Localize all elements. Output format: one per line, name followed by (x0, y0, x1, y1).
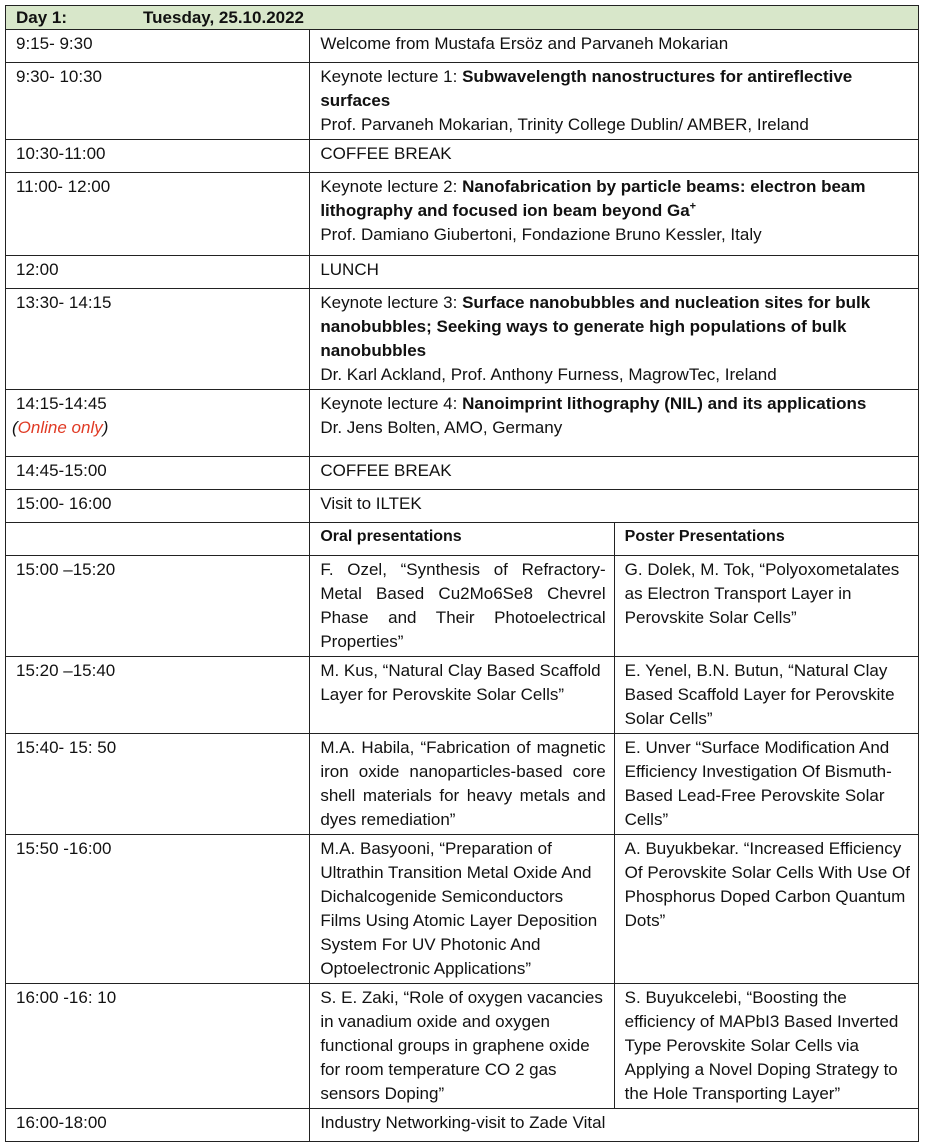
time-cell: 16:00-18:00 (6, 1109, 310, 1142)
schedule-row (6, 63, 919, 140)
session-speaker: Dr. Karl Ackland, Prof. Anthony Furness, MagrowTec, Ireland (320, 365, 777, 384)
session-title-superscript: + (689, 200, 697, 213)
day-header-row (6, 6, 919, 30)
session-prefix: Keynote lecture 2: (320, 177, 463, 196)
time-cell: 15:00- 16:00 (6, 490, 310, 523)
session-speaker: Prof. Damiano Giubertoni, Fondazione Bruno Kessler, Italy (320, 225, 762, 244)
time-cell: 15:00 –15:20 (6, 556, 310, 657)
poster-presentation: E. Yenel, B.N. Butun, “Natural Clay Based Scaffold Layer for Perovskite Solar Cells” (614, 657, 918, 734)
session-cell: Welcome from Mustafa Ersöz and Parvaneh Mokarian (310, 30, 919, 63)
schedule-row (6, 140, 919, 173)
schedule-row (6, 1109, 919, 1142)
online-only-note (12, 416, 301, 440)
online-only-label: Online only (17, 418, 103, 437)
schedule-row (6, 390, 919, 457)
oral-header: Oral presentations (310, 523, 614, 556)
oral-presentation: S. E. Zaki, “Role of oxygen vacancies in vanadium oxide and oxygen functional groups in graphene oxide for room temperature CO 2 gas sensors Doping” (310, 984, 614, 1109)
schedule-table (5, 5, 919, 1142)
time-cell: 11:00- 12:00 (6, 173, 310, 256)
session-title: Nanoimprint lithography (NIL) and its applications (462, 394, 867, 413)
session-title: Surface nanobubbles and nucleation sites for bulk nanobubbles; Seeking ways to generate high populations of bulk nanobubbles (320, 293, 871, 360)
session-cell: COFFEE BREAK (310, 457, 919, 490)
presentation-row (6, 556, 919, 657)
day-label: Day 1: (16, 8, 68, 27)
time-label: 14:15-14:45 (16, 394, 107, 413)
time-cell: 15:40- 15: 50 (6, 734, 310, 835)
note-open-paren: ( (12, 418, 18, 437)
schedule-row (6, 289, 919, 390)
time-cell (6, 390, 310, 457)
session-cell (310, 63, 919, 140)
presentation-row (6, 984, 919, 1109)
time-cell: 9:30- 10:30 (6, 63, 310, 140)
presentations-header-row (6, 523, 919, 556)
oral-presentation: M.A. Habila, “Fabrication of magnetic iron oxide nanoparticles-based core shell materials for heavy metals and dyes remediation” (310, 734, 614, 835)
time-cell: 9:15- 9:30 (6, 30, 310, 63)
session-speaker: Dr. Jens Bolten, AMO, Germany (320, 418, 563, 437)
session-prefix: Keynote lecture 3: (320, 293, 463, 312)
session-cell (310, 173, 919, 256)
session-prefix: Keynote lecture 1: (320, 67, 463, 86)
schedule-row (6, 30, 919, 63)
schedule-row (6, 173, 919, 256)
schedule-row (6, 457, 919, 490)
presentation-row (6, 657, 919, 734)
schedule-row (6, 256, 919, 289)
schedule-row (6, 490, 919, 523)
time-cell: 12:00 (6, 256, 310, 289)
time-cell: 15:20 –15:40 (6, 657, 310, 734)
day-header-cell (6, 6, 919, 30)
session-title: Nanofabrication by particle beams: electron beam lithography and focused ion beam beyond Ga (320, 177, 866, 220)
oral-presentation: M. Kus, “Natural Clay Based Scaffold Layer for Perovskite Solar Cells” (310, 657, 614, 734)
time-cell: 16:00 -16: 10 (6, 984, 310, 1109)
session-cell: LUNCH (310, 256, 919, 289)
day-date: Tuesday, 25.10.2022 (143, 8, 305, 27)
session-title: Subwavelength nanostructures for antireflective surfaces (320, 67, 853, 110)
time-cell: 10:30-11:00 (6, 140, 310, 173)
session-cell (310, 390, 919, 457)
session-cell: Industry Networking-visit to Zade Vital (310, 1109, 919, 1142)
session-cell: Visit to ILTEK (310, 490, 919, 523)
empty-time-cell (6, 523, 310, 556)
poster-presentation: S. Buyukcelebi, “Boosting the efficiency of MAPbI3 Based Inverted Type Perovskite Solar Cells via Applying a Novel Doping Strategy to the Hole Transporting Layer” (614, 984, 918, 1109)
time-cell: 14:45-15:00 (6, 457, 310, 490)
session-speaker: Prof. Parvaneh Mokarian, Trinity College Dublin/ AMBER, Ireland (320, 115, 809, 134)
oral-presentation: F. Ozel, “Synthesis of Refractory-Metal Based Cu2Mo6Se8 Chevrel Phase and Their Photoelectrical Properties” (310, 556, 614, 657)
poster-header: Poster Presentations (614, 523, 918, 556)
presentation-row (6, 734, 919, 835)
poster-presentation: G. Dolek, M. Tok, “Polyoxometalates as Electron Transport Layer in Perovskite Solar Cells” (614, 556, 918, 657)
session-cell: COFFEE BREAK (310, 140, 919, 173)
presentation-row (6, 835, 919, 984)
poster-presentation: E. Unver “Surface Modification And Efficiency Investigation Of Bismuth-Based Lead-Free Perovskite Solar Cells” (614, 734, 918, 835)
session-prefix: Keynote lecture 4: (320, 394, 463, 413)
session-cell (310, 289, 919, 390)
note-close-paren: ) (102, 418, 109, 437)
time-cell: 15:50 -16:00 (6, 835, 310, 984)
time-cell: 13:30- 14:15 (6, 289, 310, 390)
poster-presentation: A. Buyukbekar. “Increased Efficiency Of Perovskite Solar Cells With Use Of Phosphorus Doped Carbon Quantum Dots” (614, 835, 918, 984)
oral-presentation: M.A. Basyooni, “Preparation of Ultrathin Transition Metal Oxide And Dichalcogenide Semiconductors Films Using Atomic Layer Deposition System For UV Photonic And Optoelectronic Applications” (310, 835, 614, 984)
